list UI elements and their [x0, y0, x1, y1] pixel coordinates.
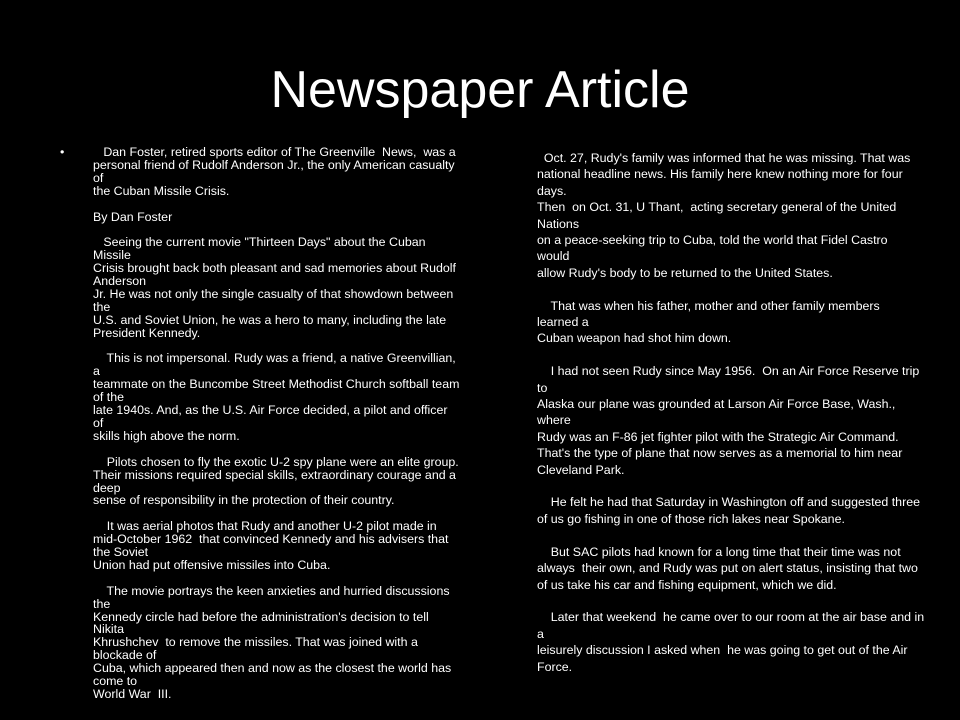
text-line: Alaska our plane was grounded at Larson Air Force Base, Wash.,: [537, 397, 896, 412]
text-line: always their own, and Rudy was put on alert status, insisting that two: [537, 561, 918, 576]
text-line: sense of responsibility in the protection of their country.: [93, 493, 395, 508]
text-line: learned a: [537, 315, 589, 330]
left-text-column: [60, 146, 492, 701]
text-line: leisurely discussion I asked when he was going to get out of the Air: [537, 643, 908, 658]
text-line: Union had put offensive missiles into Cuba.: [93, 557, 331, 572]
text-line: It was aerial photos that Rudy and another U-2 pilot made in: [93, 519, 437, 534]
slide-title: Newspaper Article: [270, 61, 690, 119]
text-line: Crisis brought back both pleasant and sad memories about Rudolf: [93, 261, 456, 276]
text-line: of us go fishing in one of those rich lakes near Spokane.: [537, 511, 845, 526]
text-line: days.: [537, 183, 567, 198]
text-line: a: [537, 626, 544, 641]
text-line: Later that weekend he came over to our room at the air base and in: [537, 610, 925, 625]
text-line: personal friend of Rudolf Anderson Jr., the only American casualty: [93, 157, 455, 172]
text-line: [537, 281, 953, 297]
text-line: The movie portrays the keen anxieties and hurried discussions: [93, 583, 450, 598]
text-line: Pilots chosen to fly the exotic U-2 spy plane were an elite group.: [93, 454, 459, 469]
text-line: skills high above the norm.: [93, 428, 240, 443]
text-line: national headline news. His family here knew nothing more for four: [537, 167, 903, 182]
text-line: the Cuban Missile Crisis.: [93, 183, 230, 198]
bullet-marker: •: [60, 145, 65, 159]
text-line: Anderson: [93, 274, 147, 289]
text-line: That was when his father, mother and other family members: [537, 298, 880, 313]
text-line: the: [93, 299, 111, 314]
text-line: [93, 572, 492, 585]
text-line: President Kennedy.: [93, 325, 201, 340]
text-line: the: [93, 596, 111, 611]
text-line: Rudy was an F-86 jet fighter pilot with the Strategic Air Command.: [537, 429, 899, 444]
text-line: Cleveland Park.: [537, 462, 625, 477]
text-line: to: [537, 380, 548, 395]
text-line: [93, 443, 492, 456]
text-line: [93, 198, 492, 211]
text-line: Jr. He was not only the single casualty of that showdown between: [93, 286, 454, 301]
text-line: of: [93, 415, 104, 430]
text-line: Force.: [537, 659, 573, 674]
text-line: Their missions required special skills, extraordinary courage and a: [93, 467, 456, 482]
text-line: Dan Foster, retired sports editor of The Greenville News, was a: [93, 145, 456, 159]
text-line: where: [537, 413, 571, 428]
text-line: By Dan Foster: [93, 209, 173, 224]
text-line: would: [537, 249, 570, 264]
text-line: That's the type of plane that now serves as a memorial to him near: [537, 446, 903, 461]
text-line: [537, 593, 953, 609]
text-line: the Soviet: [93, 545, 149, 560]
text-line: Missile: [93, 248, 131, 263]
text-line: come to: [93, 674, 138, 689]
text-line: Seeing the current movie "Thirteen Days" about the Cuban: [93, 235, 426, 250]
text-line: deep: [93, 480, 121, 495]
left-column-body: [93, 146, 492, 701]
text-line: allow Rudy's body to be returned to the United States.: [537, 265, 833, 280]
text-line: a: [93, 364, 100, 379]
text-line: Cuban weapon had shot him down.: [537, 331, 732, 346]
right-text-column: [537, 150, 953, 675]
text-line: of the: [93, 390, 125, 405]
text-line: blockade of: [93, 648, 157, 663]
text-line: [537, 347, 953, 363]
text-line: He felt he had that Saturday in Washington off and suggested three: [537, 495, 920, 510]
text-line: U.S. and Soviet Union, he was a hero to many, including the late: [93, 312, 447, 327]
text-line: Nations: [537, 216, 580, 231]
text-line: World War III.: [93, 686, 172, 701]
text-line: Nikita: [93, 622, 124, 637]
text-line: But SAC pilots had known for a long time that their time was not: [537, 544, 901, 559]
text-line: This is not impersonal. Rudy was a friend, a native Greenvillian,: [93, 351, 456, 366]
text-line: of: [93, 170, 104, 185]
text-line: I had not seen Rudy since May 1956. On an Air Force Reserve trip: [537, 364, 920, 379]
text-line: mid-October 1962 that convinced Kennedy and his advisers that: [93, 532, 449, 547]
text-line: [537, 527, 953, 543]
text-line: late 1940s. And, as the U.S. Air Force decided, a pilot and officer: [93, 403, 448, 418]
text-line: of us take his car and fishing equipment, which we did.: [537, 577, 837, 592]
text-line: Cuba, which appeared then and now as the closest the world has: [93, 661, 452, 676]
text-line: teammate on the Buncombe Street Methodist Church softball team: [93, 377, 460, 392]
text-line: Khrushchev to remove the missiles. That was joined with a: [93, 635, 418, 650]
text-line: Kennedy circle had before the administration's decision to tell: [93, 609, 429, 624]
text-line: [537, 478, 953, 494]
text-line: on a peace-seeking trip to Cuba, told the world that Fidel Castro: [537, 233, 888, 248]
text-line: Oct. 27, Rudy's family was informed that he was missing. That was: [537, 151, 911, 165]
text-line: Then on Oct. 31, U Thant, acting secretary general of the United: [537, 200, 897, 215]
